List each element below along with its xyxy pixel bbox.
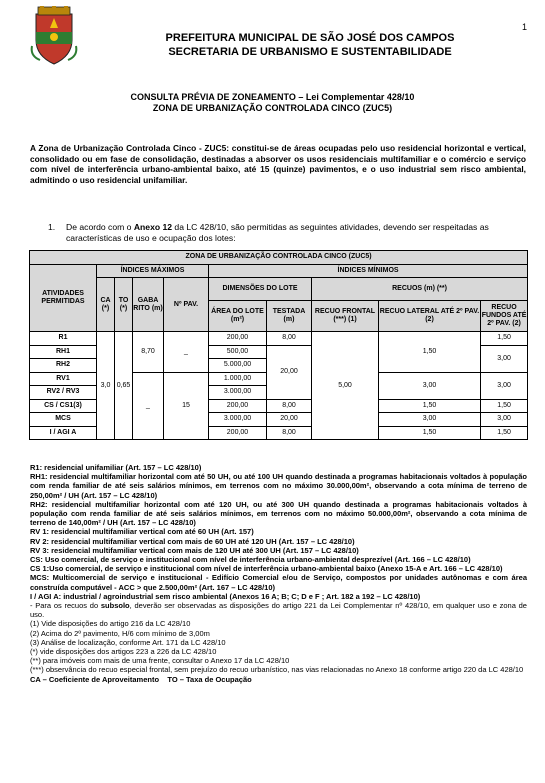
note-star-3: (***) observância do recuo especial frontal, sem prejuízo do recuo urbanístico, nas vias relacionadas no Anexo 18 conforme artigo 220 da LC 428/10 [30,665,524,675]
item-1-number: 1. [48,222,56,232]
row-atividade: CS / CS1(3) [30,399,97,413]
header-testada: TESTADA (m) [267,301,312,332]
item-1-text-after: da LC 428/10, são permitidas as seguintes atividades, devendo ser respeitadas as características de uso e ocupação dos lotes: [66,222,489,243]
header-recuos: RECUOS (m) (**) [312,278,528,301]
intro-paragraph: A Zona de Urbanização Controlada Cinco - ZUC5: constitui-se de áreas ocupadas pelo uso residencial horizontal e vertical, consolidado ou em fase de consolidação, destinadas a absorver os usos residenciais multifamiliar e o comércio e serviço com nível de interferência urbano-ambiental baixo, até 15 (quinze) pavimentos, e o uso industrial sem risco ambiental, admitindo o uso residencial unifamiliar. [30,143,526,185]
header-recuo-lateral: RECUO LATERAL ATÉ 2º PAV. (2) [379,301,481,332]
note-rv3: RV 3: residencial multifamiliar vertical com mais de 120 UH até 300 UH (Art. 157 – LC 428/10) [30,545,359,555]
note-mcs: MCS: Multicomercial de serviço e institucional - Edifício Comercial e/ou de Serviço, compostos por unidades autônomas e com área construída computável - ACC > que 2.500,00m² (Art. 167 – LC 428/10) [30,573,527,592]
note-footer: CA – Coeficiente de Aproveitamento TO – Taxa de Ocupação [30,674,252,684]
row-area: 1.000,00 [209,372,267,386]
item-1 [48,222,526,244]
npav-r1: _ [164,332,209,373]
recuo-fundos-6: 1,50 [481,426,528,440]
row-atividade: MCS [30,413,97,427]
note-rh1: RH1: residencial multifamiliar horizontal com até 50 UH, ou até 100 UH quando destinada a programas habitacionais voltados à população com renda familiar de até seis salários mínimos, em terrenos com no máximo 30.000,00m², observando a cota mínima de terreno de 250,00m² / UH (Art. 157 – LC 428/10) [30,472,527,500]
row-testada: 20,00 [267,413,312,427]
note-rh2: RH2: residencial multifamiliar horizontal com até 120 UH, ou até 300 UH quando destinada a programas habitacionais voltados à população com renda familiar de até seis salários mínimos, em terrenos com no máximo 50.000,00m², observando a cota mínima de terreno de 140,00m² / UH (Art. 157 – LC 428/10) [30,499,527,528]
note-star-1: (*) vide disposições dos artigos 223 a 226 da LC 428/10 [30,647,217,657]
recuo-fundos-2: 3,00 [481,345,528,372]
row-area: 5.000,00 [209,359,267,373]
row-atividade: RH2 [30,359,97,373]
header-gabarito: GABA RITO (m) [133,278,164,332]
recuo-frontal-value: 5,00 [312,332,379,440]
note-1: (1) Vide disposições do artigo 216 da LC 428/10 [30,619,191,629]
recuo-fundos-3: 3,00 [481,372,528,399]
note-cs: CS: Uso comercial, de serviço e institucional com nível de interferência urbano-ambiental desprezível (Art. 166 – LC 428/10) [30,555,471,565]
note-rv1: RV 1: residencial multifamiliar vertical com até 60 UH (Art. 157) [30,527,254,537]
table-row [30,332,528,346]
row-area: 500,00 [209,345,267,359]
row-testada: 8,00 [267,426,312,440]
recuo-fundos-4: 1,50 [481,399,528,413]
row-area: 200,00 [209,399,267,413]
gabarito-r1: 8,70 [133,332,164,373]
row-atividade: RV1 [30,372,97,386]
ca-value: 3,0 [97,332,115,440]
header-line-1: PREFEITURA MUNICIPAL DE SÃO JOSÉ DOS CAMPOS [165,32,455,44]
row-atividade: RV2 / RV3 [30,386,97,400]
gabarito-rest: _ [133,372,164,440]
header-indices-maximos: ÍNDICES MÁXIMOS [97,264,209,278]
consulta-title [0,92,545,114]
header-indices-minimos: ÍNDICES MÍNIMOS [209,264,528,278]
recuo-lateral-5: 1,50 [379,426,481,440]
item-1-text-bold: Anexo 12 [133,222,173,232]
zoning-table [29,250,528,440]
header-recuo-fundos: RECUO FUNDOS ATÉ 2º PAV. (2) [481,301,528,332]
row-area: 200,00 [209,426,267,440]
row-atividade: I / AGI A [30,426,97,440]
row-area: 200,00 [209,332,267,346]
recuo-fundos-1: 1,50 [481,332,528,346]
item-1-text-before: De acordo com o [66,222,134,232]
note-subsolo: - Para os recuos do subsolo, deverão ser observadas as disposições do artigo 221 da Lei Complementar nº 428/10, em qualquer uso e zona de uso. [30,601,527,620]
recuo-lateral-3: 1,50 [379,399,481,413]
note-rv2: RV 2: residencial multifamiliar vertical com mais de 60 UH até 120 UH (Art. 157 – LC 428/10) [30,536,355,546]
header-atividades: ATIVIDADES PERMITIDAS [30,264,97,332]
header-area-lote: ÁREA DO LOTE (m²) [209,301,267,332]
row-testada: 8,00 [267,399,312,413]
consulta-line-1: CONSULTA PRÉVIA DE ZONEAMENTO – Lei Complementar 428/10 [130,92,415,102]
note-star-2: (**) para imóveis com mais de uma frente, consultar o Anexo 17 da LC 428/10 [30,656,290,666]
header-recuo-frontal: RECUO FRONTAL (***) (1) [312,301,379,332]
note-2: (2) Acima do 2º pavimento, H/6 com mínimo de 3,00m [30,628,210,638]
header-ca: CA (*) [97,278,115,332]
recuo-lateral-1: 1,50 [379,332,481,373]
row-area: 3.000,00 [209,386,267,400]
note-3: (3) Análise de localização, conforme Art. 171 da LC 428/10 [30,637,226,647]
document-header [100,31,520,59]
note-r1: R1: residencial unifamiliar (Art. 157 – LC 428/10) [30,463,202,472]
header-dimensoes: DIMENSÕES DO LOTE [209,278,312,301]
recuo-fundos-5: 3,00 [481,413,528,427]
coat-of-arms-logo [30,6,78,66]
to-value: 0,65 [115,332,133,440]
header-npav: Nº PAV. [164,278,209,332]
note-agi: I / AGI A: industrial / agroindustrial sem risco ambiental (Anexos 16 A; B; C; D e F ; Art. 182 a 192 – LC 428/10) [30,591,421,601]
notes-section [30,463,527,684]
npav-rest: 15 [164,372,209,440]
table-title: ZONA DE URBANIZAÇÃO CONTROLADA CINCO (ZUC5) [30,251,528,265]
row-testada: 8,00 [267,332,312,346]
page-number: 1 [521,22,527,32]
row-area: 3.000,00 [209,413,267,427]
testada-merged: 20,00 [267,345,312,399]
recuo-lateral-2: 3,00 [379,372,481,399]
recuo-lateral-4: 3,00 [379,413,481,427]
consulta-line-2: ZONA DE URBANIZAÇÃO CONTROLADA CINCO (ZUC5) [152,103,393,113]
row-atividade: RH1 [30,345,97,359]
header-line-2: SECRETARIA DE URBANISMO E SUSTENTABILIDADE [168,46,452,58]
row-atividade: R1 [30,332,97,346]
header-to: TO (*) [115,278,133,332]
note-cs1: CS 1:Uso comercial, de serviço e institucional com nível de interferência urbano-ambiental baixo (Anexo 15-A e Art. 166 – LC 428/10) [30,564,503,574]
